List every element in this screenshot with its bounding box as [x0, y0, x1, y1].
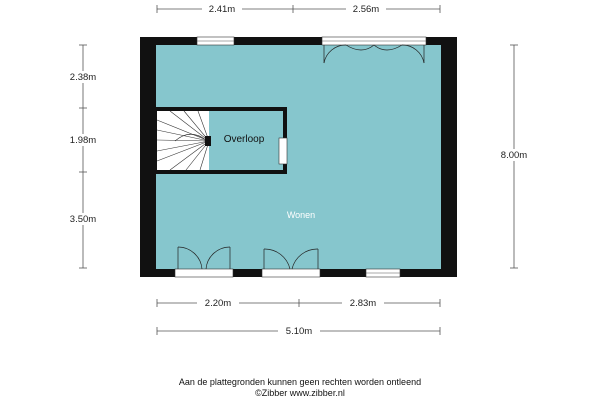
credit-text: ©Zibber www.zibber.nl: [255, 388, 345, 398]
dim-right-total: 8.00m: [500, 150, 528, 161]
stair-newel: [205, 136, 211, 146]
dim-bottom-total: 5.10m: [285, 326, 313, 337]
landing-block: [153, 107, 287, 174]
dim-top-left: 2.41m: [208, 4, 236, 15]
dim-bottom-right: 2.83m: [349, 298, 377, 309]
window-top-left: [197, 37, 234, 45]
dim-left-bottom: 3.50m: [69, 214, 97, 225]
dim-bottom-left: 2.20m: [204, 298, 232, 309]
dim-top-right: 2.56m: [352, 4, 380, 15]
window-top-right: [322, 37, 426, 45]
label-overloop: Overloop: [223, 134, 265, 145]
dim-left-top: 2.38m: [69, 72, 97, 83]
disclaimer-text: Aan de plattegronden kunnen geen rechten worden ontleend: [178, 377, 422, 387]
window-bottom-right: [366, 269, 400, 277]
landing-window: [279, 138, 287, 164]
label-wonen: Wonen: [286, 210, 316, 220]
dim-left-middle: 1.98m: [69, 135, 97, 146]
